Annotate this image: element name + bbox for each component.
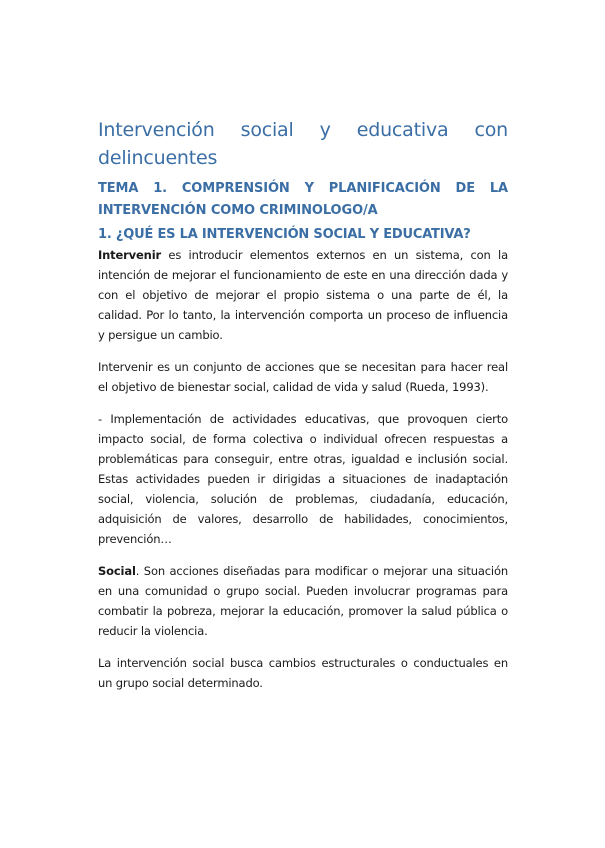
section-heading: 1. ¿QUÉ ES LA INTERVENCIÓN SOCIAL Y EDUCATIVA?: [98, 227, 471, 242]
paragraph-intervencion-social: La intervención social busca cambios estructurales o conductuales en un grupo social determinado.: [98, 656, 508, 690]
paragraph-intervenir-term: Intervenir: [98, 248, 162, 262]
paragraph-social-term: Social: [98, 564, 136, 578]
paragraph-conjunto-acciones: Intervenir es un conjunto de acciones que se necesitan para hacer real el objetivo de bienestar social, calidad de vida y salud (Rueda, 1993).: [98, 360, 508, 394]
topic-heading-line-1: TEMA 1. COMPRENSIÓN Y PLANIFICACIÓN DE LA: [98, 181, 508, 196]
document-title-line-2: delincuentes: [98, 147, 218, 169]
document-title: [98, 116, 508, 172]
paragraph-implementacion: - Implementación de actividades educativas, que provoquen cierto impacto social, de forma colectiva o individual ofrecen respuestas a problemáticas para conseguir, entre otras, igualdad e inclusión social. Estas actividades pueden ir dirigidas a situaciones de inadaptación social, violencia, solución de problemas, ciudadanía, educación, adquisición de valores, desarrollo de habilidades, conocimientos, prevención…: [98, 412, 508, 546]
paragraph-intervenir-text: es introducir elementos externos en un sistema, con la intención de mejorar el funcionamiento de este en una dirección dada y con el objetivo de mejorar el propio sistema o una parte de él, la calidad. Por lo tanto, la intervención comporta un proceso de influencia y persigue un cambio.: [98, 248, 508, 342]
topic-heading: [98, 178, 508, 222]
document-content: [98, 116, 508, 705]
topic-heading-line-2: INTERVENCIÓN COMO CRIMINOLOGO/A: [98, 203, 378, 218]
document-title-line-1: Intervención social y educativa con: [98, 119, 508, 141]
paragraph-intervenir: [98, 245, 508, 345]
paragraph-social-text: . Son acciones diseñadas para modificar o mejorar una situación en una comunidad o grupo social. Pueden involucrar programas para combatir la pobreza, mejorar la educación, promover la salud pública o reducir la violencia.: [98, 564, 508, 638]
paragraph-social: [98, 561, 508, 641]
